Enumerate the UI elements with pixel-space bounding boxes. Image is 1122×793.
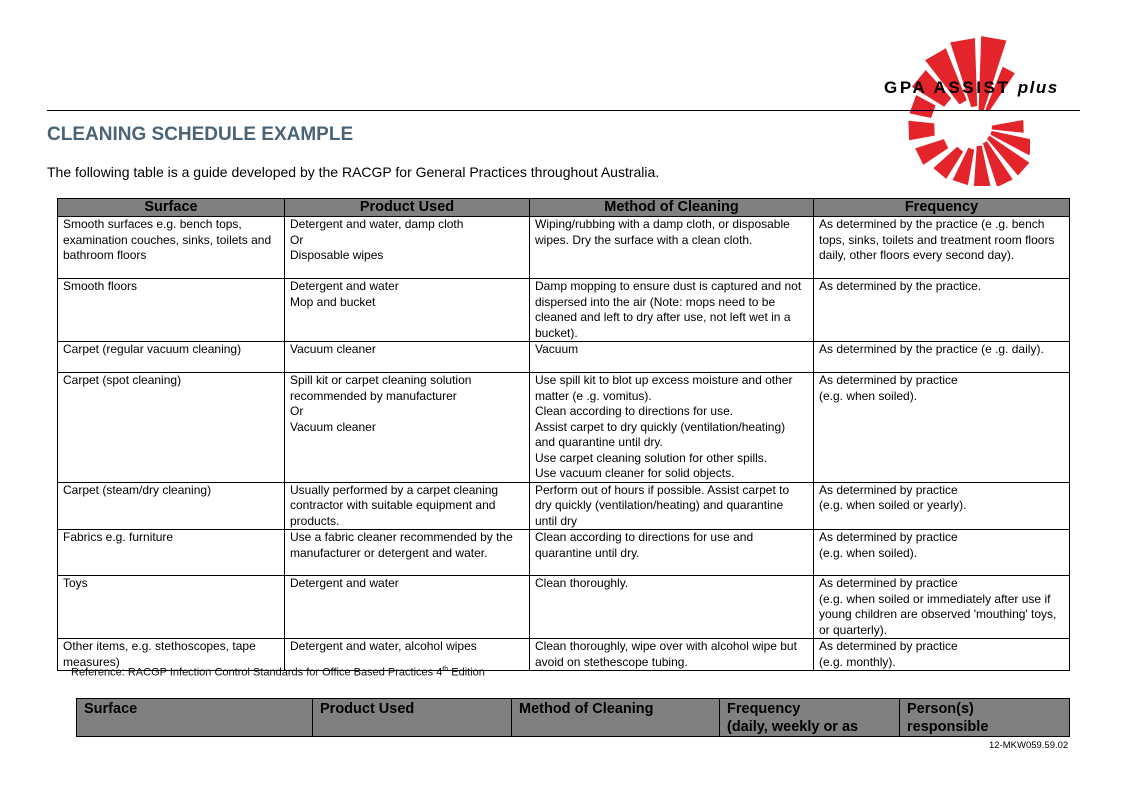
document-code: 12-MKW059.59.02 [989, 740, 1069, 751]
brand-text: GPA ASSIST [884, 78, 1011, 97]
cell-frequency: As determined by the practice. [814, 279, 1070, 342]
column-header-surface: Surface [58, 199, 285, 217]
table-row [58, 217, 1070, 279]
cell-product: Detergent and water, alcohol wipes [285, 639, 530, 671]
reference-suffix: Edition [448, 666, 485, 679]
column-header-frequency: Frequency [814, 199, 1070, 217]
intro-text: The following table is a guide developed by the RACGP for General Practices throughout Australia. [47, 164, 660, 180]
cell-product: Detergent and water Mop and bucket [285, 279, 530, 342]
table-row [58, 373, 1070, 483]
cell-method: Use spill kit to blot up excess moisture and other matter (e .g. vomitus). Clean according to directions for use. Assist carpet to dry quickly (ventilation/heating) and quarantine until dry. Use carpet cleaning solution for other spills. Use vacuum cleaner for solid objects. [530, 373, 814, 483]
brand-name [884, 78, 1059, 98]
cell-method: Clean thoroughly. [530, 576, 814, 639]
table-row [58, 279, 1070, 342]
cell-surface: Carpet (spot cleaning) [58, 373, 285, 483]
cell-method: Wiping/rubbing with a damp cloth, or disposable wipes. Dry the surface with a clean cloth. [530, 217, 814, 279]
table-header-row [58, 199, 1070, 217]
blank-header-method: Method of Cleaning [512, 699, 720, 737]
blank-header-person: Person(s) responsible [900, 699, 1070, 737]
cell-frequency: As determined by the practice (e .g. daily). [814, 342, 1070, 373]
table-row [58, 482, 1070, 530]
brand-suffix: plus [1017, 78, 1059, 97]
gpa-logo-graphic [898, 30, 1030, 186]
cell-surface: Smooth surfaces e.g. bench tops, examination couches, sinks, toilets and bathroom floors [58, 217, 285, 279]
column-header-method: Method of Cleaning [530, 199, 814, 217]
blank-header-surface: Surface [77, 699, 313, 737]
cell-frequency: As determined by the practice (e .g. bench tops, sinks, toilets and treatment room floors daily, other floors every second day). [814, 217, 1070, 279]
logo-wedge [992, 120, 1024, 133]
cell-product: Vacuum cleaner [285, 342, 530, 373]
page-title: CLEANING SCHEDULE EXAMPLE [47, 124, 354, 145]
cell-frequency: As determined by practice (e.g. when soiled or immediately after use if young children are observed 'mouthing' toys, or quarterly). [814, 576, 1070, 639]
cell-product: Detergent and water [285, 576, 530, 639]
reference-note [71, 666, 485, 679]
cell-product: Detergent and water, damp cloth Or Disposable wipes [285, 217, 530, 279]
cell-surface: Carpet (steam/dry cleaning) [58, 482, 285, 530]
cell-surface: Fabrics e.g. furniture [58, 530, 285, 576]
header-divider [47, 110, 1080, 111]
cell-method: Clean according to directions for use and quarantine until dry. [530, 530, 814, 576]
cell-method: Perform out of hours if possible. Assist carpet to dry quickly (ventilation/heating) and quarantine until dry [530, 482, 814, 530]
cell-surface: Smooth floors [58, 279, 285, 342]
reference-text: Reference: RACGP Infection Control Standards for Office Based Practices 4 [71, 666, 443, 679]
cleaning-schedule-table [57, 198, 1070, 671]
blank-table-header-row [77, 699, 1070, 737]
cell-product: Spill kit or carpet cleaning solution recommended by manufacturer Or Vacuum cleaner [285, 373, 530, 483]
cell-frequency: As determined by practice (e.g. monthly). [814, 639, 1070, 671]
cell-product: Usually performed by a carpet cleaning contractor with suitable equipment and products. [285, 482, 530, 530]
cell-surface: Other items, e.g. stethoscopes, tape measures) [58, 639, 285, 671]
cell-method: Damp mopping to ensure dust is captured and not dispersed into the air (Note: mops need to be cleaned and left to dry after use, not left wet in a bucket). [530, 279, 814, 342]
table-row [58, 576, 1070, 639]
cell-frequency: As determined by practice (e.g. when soiled or yearly). [814, 482, 1070, 530]
table-row [58, 342, 1070, 373]
column-header-product: Product Used [285, 199, 530, 217]
logo-wedge [908, 121, 934, 141]
cell-frequency: As determined by practice (e.g. when soiled). [814, 373, 1070, 483]
cell-surface: Toys [58, 576, 285, 639]
blank-schedule-table [76, 698, 1070, 737]
cell-method: Vacuum [530, 342, 814, 373]
blank-header-frequency: Frequency (daily, weekly or as [720, 699, 900, 737]
blank-header-product: Product Used [313, 699, 512, 737]
cell-frequency: As determined by practice (e.g. when soiled). [814, 530, 1070, 576]
cell-surface: Carpet (regular vacuum cleaning) [58, 342, 285, 373]
cell-product: Use a fabric cleaner recommended by the manufacturer or detergent and water. [285, 530, 530, 576]
table-row [58, 530, 1070, 576]
reference-superscript: th [442, 666, 449, 673]
cell-method: Clean thoroughly, wipe over with alcohol wipe but avoid on stethescope tubing. [530, 639, 814, 671]
